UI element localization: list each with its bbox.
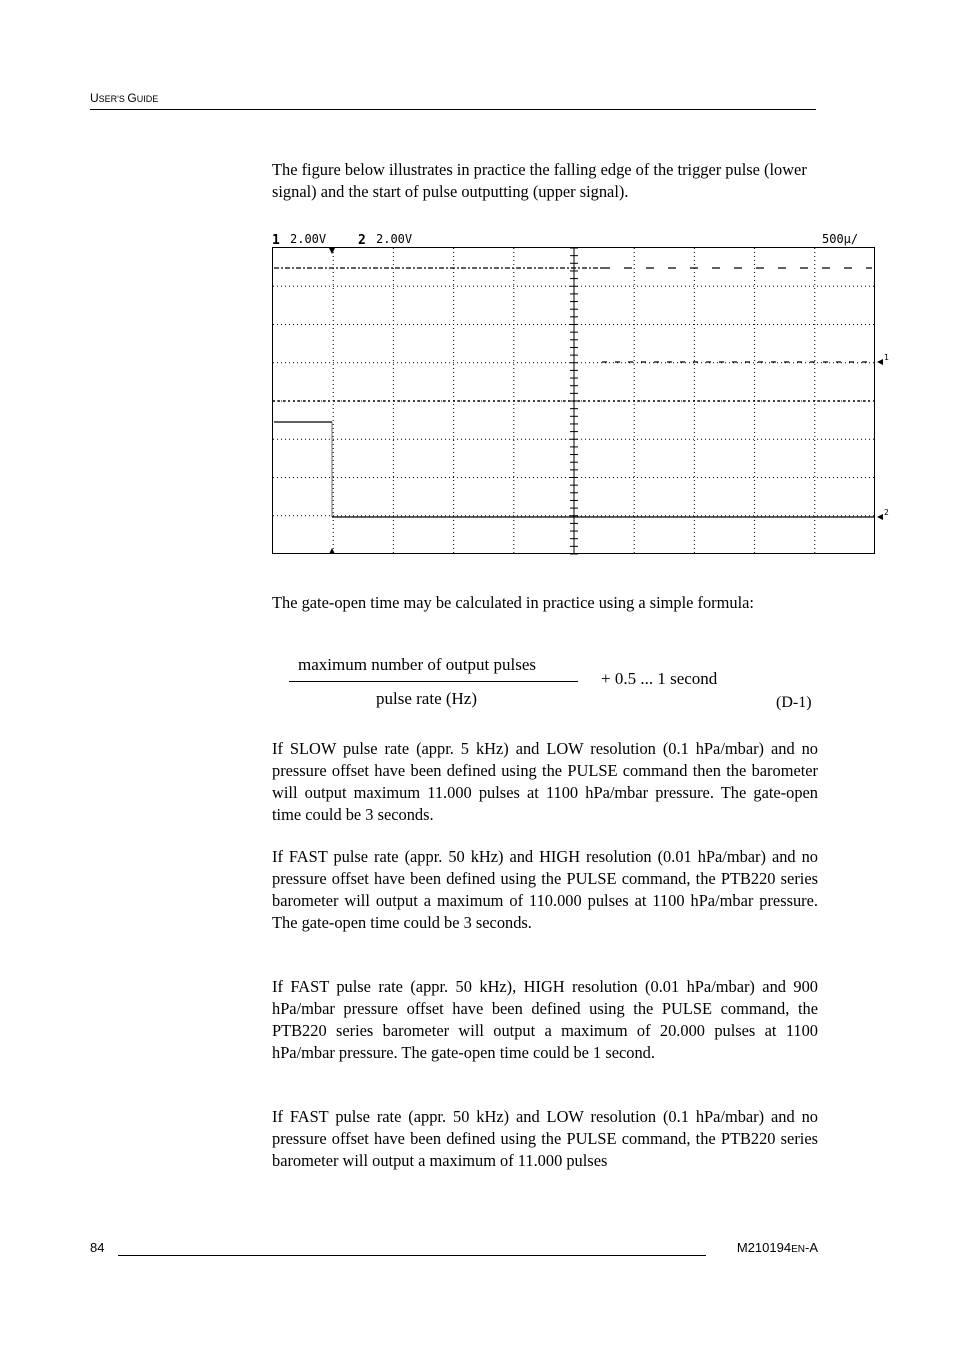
trigger-top-marker bbox=[329, 248, 335, 254]
formula-fraction-bar bbox=[289, 681, 578, 682]
header-title-g: G bbox=[127, 91, 137, 105]
formula-numerator: maximum number of output pulses bbox=[298, 655, 536, 674]
channel-1-number: 1 bbox=[272, 233, 280, 248]
channel-2-level-label: 2 bbox=[884, 508, 889, 517]
header-title-uide: UIDE bbox=[136, 94, 159, 104]
footer-rule bbox=[118, 1255, 706, 1256]
document-code-suffix: -A bbox=[805, 1240, 818, 1255]
timebase-scale: 500µ/ bbox=[822, 232, 859, 246]
channel-1-scale: 2.00V bbox=[290, 232, 327, 246]
formula-addend: + 0.5 ... 1 second bbox=[601, 669, 718, 688]
document-code-lang: EN bbox=[791, 1244, 805, 1255]
document-code bbox=[737, 1240, 818, 1255]
channel-2-level-marker bbox=[877, 514, 883, 520]
paragraph-fast-high-offset: If FAST pulse rate (appr. 50 kHz), HIGH resolution (0.01 hPa/mbar) and 900 hPa/mbar pressure offset have been defined using the PULSE command, the PTB220 series barometer will output a maximum of 20.000 pulses at 1100 hPa/mbar pressure. The gate-open time could be 1 second. bbox=[272, 977, 818, 1062]
header-title-u: U bbox=[90, 91, 99, 105]
header-title-ser: SER'S bbox=[98, 94, 128, 104]
channel-2-number: 2 bbox=[358, 233, 366, 248]
document-code-main: M210194 bbox=[736, 1240, 792, 1255]
page-header bbox=[90, 91, 816, 110]
formula-denominator: pulse rate (Hz) bbox=[376, 689, 478, 708]
paragraph-fast-high: If FAST pulse rate (appr. 50 kHz) and HIGH resolution (0.01 hPa/mbar) and no pressure offset have been defined using the PULSE command, the PTB220 series barometer will output a maximum of 110.000 pulses at 1100 hPa/mbar pressure. The gate-open time could be 3 seconds. bbox=[272, 847, 818, 932]
paragraph-slow-low: If SLOW pulse rate (appr. 5 kHz) and LOW resolution (0.1 hPa/mbar) and no pressure offset have been defined using the PULSE command then the barometer will output maximum 11.000 pulses at 1100 hPa/mbar pressure. The gate-open time could be 3 seconds. bbox=[272, 739, 818, 824]
scope-grid bbox=[273, 248, 875, 554]
channel-2-scale: 2.00V bbox=[376, 232, 413, 246]
page-number: 84 bbox=[90, 1240, 105, 1255]
page-footer bbox=[90, 1240, 818, 1258]
paragraph-fast-low: If FAST pulse rate (appr. 50 kHz) and LOW resolution (0.1 hPa/mbar) and no pressure offset have been defined using the PULSE command, the PTB220 series barometer will output a maximum of 11.000 pulses bbox=[272, 1107, 818, 1170]
trigger-bottom-marker bbox=[329, 548, 335, 554]
channel-1-level-marker bbox=[877, 359, 883, 365]
intro-paragraph: The figure below illustrates in practice the falling edge of the trigger pulse (lower signal) and the start of pulse outputting (upper signal). bbox=[272, 160, 807, 201]
channel-1-level-label: 1 bbox=[884, 353, 889, 362]
oscilloscope-screenshot bbox=[272, 230, 889, 560]
formula-label: (D-1) bbox=[776, 694, 812, 711]
formula-intro-paragraph: The gate-open time may be calculated in practice using a simple formula: bbox=[272, 593, 754, 612]
